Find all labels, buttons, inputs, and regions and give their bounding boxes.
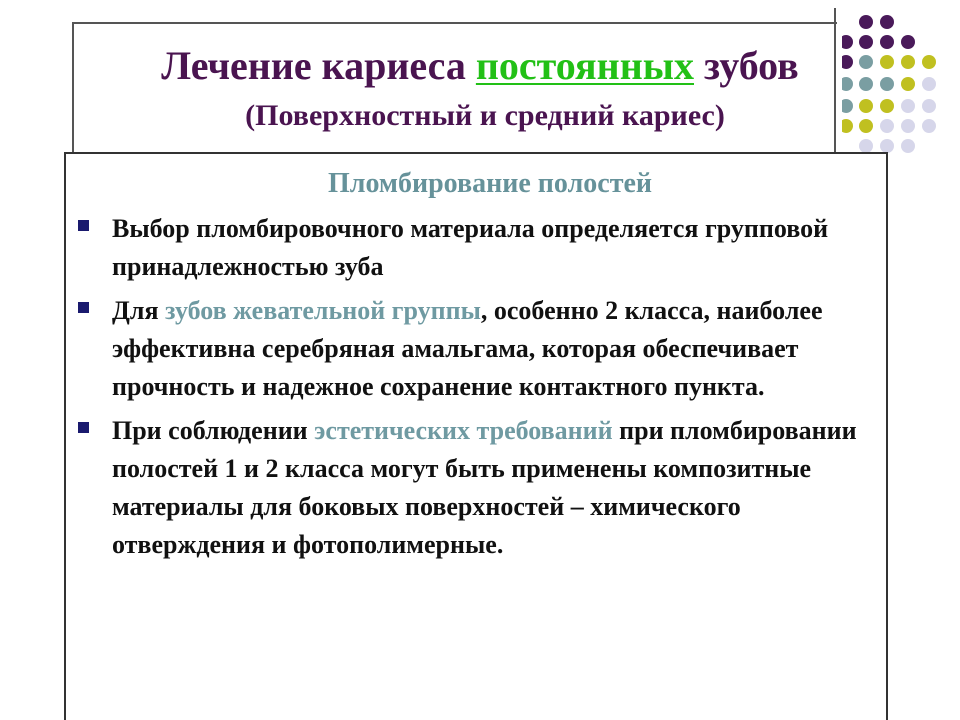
decor-dot <box>880 15 894 29</box>
slide-title <box>0 43 960 88</box>
bullet-square-icon <box>78 422 89 433</box>
decor-dot <box>859 139 873 153</box>
bullet-text-start: Для <box>112 296 166 325</box>
bullet-list <box>76 210 866 570</box>
bullet-item <box>76 210 866 286</box>
bullet-item <box>76 412 866 564</box>
section-heading: Пломбирование полостей <box>327 168 653 199</box>
bullet-text-start: При соблюдении <box>112 416 315 445</box>
decor-dot <box>880 139 894 153</box>
bullet-text-end: , особенно 2 класса, наиболее эффективна серебряная амальгама, которая обеспечивает прочность и надежное сохранение контактного пункта. <box>112 296 823 401</box>
bullet-accent-text: эстетических требований <box>314 416 613 445</box>
bullet-item <box>76 292 866 406</box>
title-highlight: постоянных <box>475 43 694 88</box>
decorative-dot-grid <box>842 14 952 164</box>
decor-dot <box>901 139 915 153</box>
slide-subtitle: (Поверхностный и средний кариес) <box>245 99 725 132</box>
bullet-text-end: при пломбировании полостей 1 и 2 класса могут быть применены композитные материалы для боковых поверхностей – химического отверждения и фотополимерные. <box>112 416 857 559</box>
decorative-vertical-line <box>834 8 836 176</box>
bullet-square-icon <box>78 302 89 313</box>
title-text-end: зубов <box>694 43 799 88</box>
bullet-square-icon <box>78 220 89 231</box>
bullet-text: Выбор пломбировочного материала определяется групповой принадлежностью зуба <box>112 214 829 281</box>
title-text-start: Лечение кариеса <box>161 43 476 88</box>
bullet-accent-text: зубов жевательной группы <box>165 296 481 325</box>
decor-dot <box>859 15 873 29</box>
